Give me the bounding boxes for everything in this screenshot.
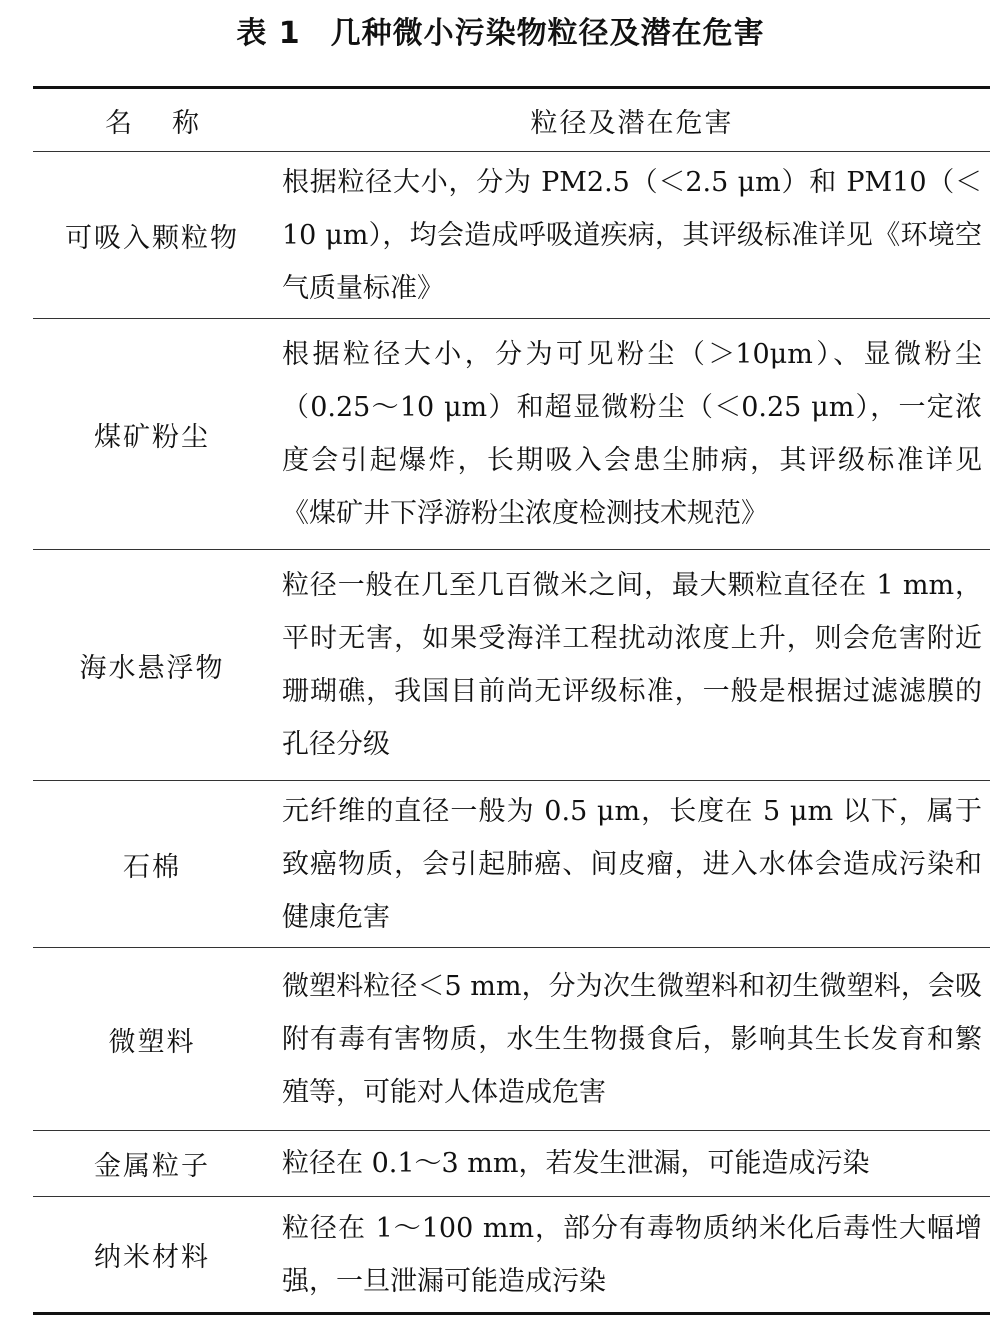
- table-caption: [0, 10, 1001, 58]
- row-name-cell: [33, 1131, 271, 1196]
- row-description-cell: [282, 152, 982, 318]
- row-name-cell: [33, 948, 271, 1130]
- header-description: 粒径及潜在危害: [530, 107, 734, 139]
- row-description-cell: [282, 948, 982, 1130]
- row-name: 金属粒子: [94, 1151, 210, 1182]
- table-title: 几种微小污染物粒径及潜在危害: [330, 16, 765, 51]
- row-name: 纳米材料: [94, 1242, 210, 1273]
- row-name: 可吸入颗粒物: [65, 222, 239, 254]
- row-description-cell: [282, 1197, 982, 1312]
- row-name-cell: [33, 152, 271, 318]
- row-name-cell: [33, 550, 271, 780]
- row-name: 煤矿粉尘: [94, 421, 210, 453]
- row-description: 粒径在 0.1～3 mm，若发生泄漏，可能造成污染: [282, 1148, 870, 1179]
- header-name: 名称: [105, 107, 239, 139]
- row-description: 元纤维的直径一般为 0.5 μm，长度在 5 μm 以下，属于致癌物质，会引起肺癌、间皮瘤，进入水体会造成污染和健康危害: [282, 795, 982, 933]
- row-name-cell: [33, 1197, 271, 1312]
- row-description: 粒径一般在几至几百微米之间，最大颗粒直径在 1 mm，平时无害，如果受海洋工程扰动浓度上升，则会危害附近珊瑚礁，我国目前尚无评级标准，一般是根据过滤滤膜的孔径分级: [282, 570, 982, 760]
- row-name: 石棉: [123, 851, 181, 883]
- table-bottom-rule: [33, 1312, 990, 1315]
- row-description-cell: [282, 781, 982, 947]
- header-name-cell: [33, 89, 271, 151]
- row-description-cell: [282, 319, 982, 549]
- row-name-cell: [33, 319, 271, 549]
- row-description: 微塑料粒径＜5 mm，分为次生微塑料和初生微塑料，会吸附有毒有害物质，水生生物摄食后，影响其生长发育和繁殖等，可能对人体造成危害: [282, 970, 982, 1108]
- row-description: 根据粒径大小，分为 PM2.5（＜2.5 μm）和 PM10（＜10 μm），均会造成呼吸道疾病，其评级标准详见《环境空气质量标准》: [282, 166, 982, 304]
- row-description: 根据粒径大小，分为可见粉尘（＞10μm）、显微粉尘（0.25～10 μm）和超显微粉尘（＜0.25 μm），一定浓度会引起爆炸，长期吸入会患尘肺病，其评级标准详见《煤矿井下浮游粉尘浓度检测技术规范》: [282, 339, 982, 529]
- row-description-cell: [282, 1131, 982, 1196]
- row-name: 微塑料: [108, 1026, 196, 1058]
- row-name: 海水悬浮物: [79, 652, 225, 684]
- row-description: 粒径在 1～100 mm，部分有毒物质纳米化后毒性大幅增强，一旦泄漏可能造成污染: [282, 1212, 982, 1297]
- table-number: 表 1: [236, 16, 301, 51]
- row-name-cell: [33, 781, 271, 947]
- header-description-cell: [282, 89, 982, 151]
- row-description-cell: [282, 550, 982, 780]
